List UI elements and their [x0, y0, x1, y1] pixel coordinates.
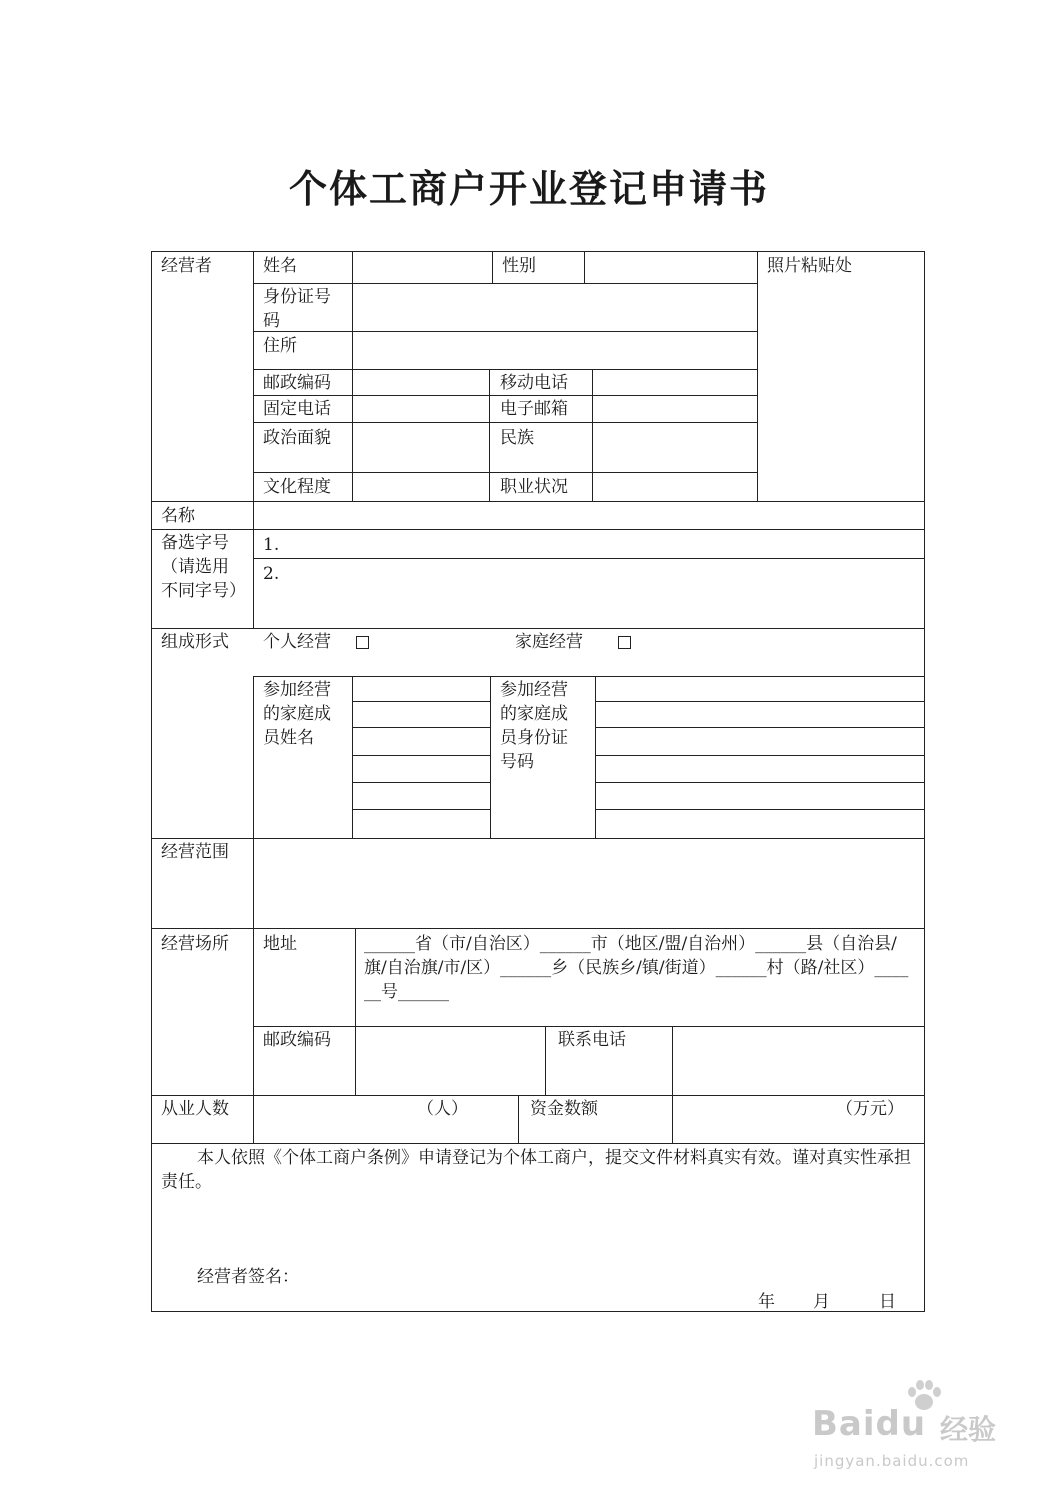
form-family-label: 家庭经营 [515, 632, 583, 652]
premises-label: 经营场所 [161, 934, 229, 954]
alt-name-1: 1. [263, 535, 280, 555]
composition-label: 组成形式 [161, 632, 229, 652]
capital-label: 资金数额 [530, 1099, 598, 1119]
form-family-option[interactable] [515, 630, 631, 654]
ethnicity-label: 民族 [500, 428, 534, 448]
scope-label: 经营范围 [161, 842, 229, 862]
form-family-checkbox[interactable] [618, 636, 631, 649]
premises-address-template: ______省（市/自治区）______市（地区/盟/自治州）______县（自治县/旗/自治旗/市/区）______乡（民族乡/镇/街道）______村（路/社区）______号______ [364, 934, 909, 1002]
mobile-label: 移动电话 [500, 373, 568, 393]
political-status-label: 政治面貌 [263, 428, 331, 448]
watermark-brand: Baidu [812, 1404, 927, 1444]
business-name-label: 名称 [161, 506, 195, 526]
baidu-watermark [812, 1382, 1012, 1472]
address-label: 住所 [263, 336, 297, 356]
date-year: 年 [758, 1292, 775, 1312]
signature-label: 经营者签名： [197, 1267, 299, 1287]
gender-label: 性别 [502, 256, 536, 276]
alt-name-2: 2. [263, 564, 280, 584]
watermark-cn: 经验 [940, 1413, 997, 1446]
premises-phone-label: 联系电话 [558, 1030, 626, 1050]
page-title: 个体工商户开业登记申请书 [288, 166, 769, 211]
premises-address-label: 地址 [263, 934, 297, 954]
postcode-label: 邮政编码 [263, 373, 331, 393]
family-names-label: 参加经营的家庭成员姓名 [263, 680, 331, 748]
operator-section-label: 经营者 [161, 256, 212, 276]
landline-label: 固定电话 [263, 399, 331, 419]
watermark-url: jingyan.baidu.com [814, 1452, 970, 1470]
date-day: 日 [879, 1292, 896, 1312]
name-label: 姓名 [263, 256, 297, 276]
occupation-label: 职业状况 [500, 477, 568, 497]
declaration-text: 本人依照《个体工商户条例》申请登记为个体工商户，提交文件材料真实有效。谨对真实性承担责任。 [161, 1148, 911, 1192]
employees-unit: （人） [417, 1099, 468, 1119]
form-individual-option[interactable] [263, 630, 369, 654]
id-number-label: 身份证号码 [263, 287, 331, 331]
family-ids-label: 参加经营的家庭成员身份证号码 [500, 680, 568, 772]
education-label: 文化程度 [263, 477, 331, 497]
premises-postcode-label: 邮政编码 [263, 1030, 331, 1050]
alt-names-label: 备选字号（请选用不同字号） [161, 533, 246, 601]
employees-label: 从业人数 [161, 1099, 229, 1119]
photo-area-label: 照片粘贴处 [767, 256, 852, 276]
form-individual-label: 个人经营 [263, 632, 331, 652]
email-label: 电子邮箱 [500, 399, 568, 419]
capital-unit: （万元） [836, 1099, 904, 1119]
date-month: 月 [813, 1292, 830, 1312]
form-individual-checkbox[interactable] [356, 636, 369, 649]
